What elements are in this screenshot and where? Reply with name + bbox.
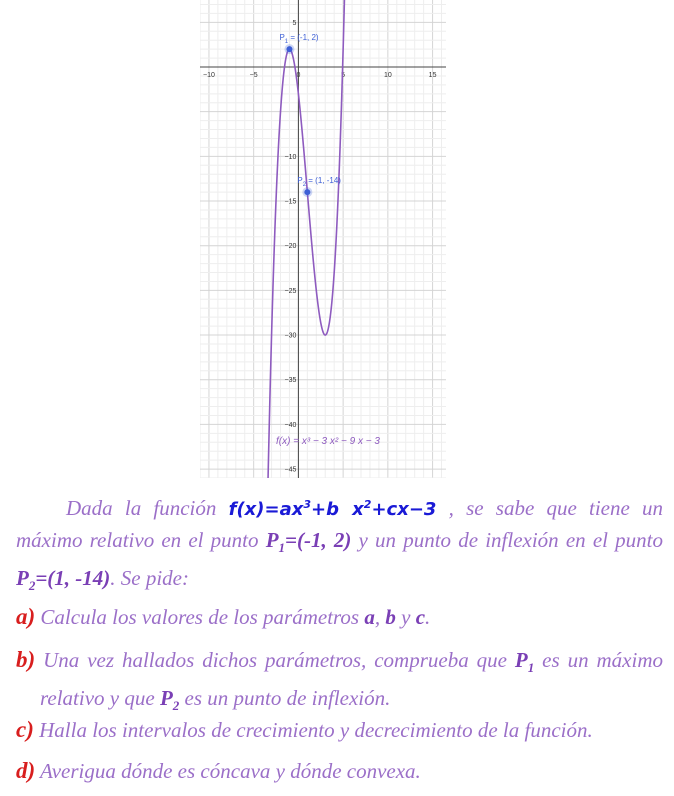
function-graph	[200, 0, 446, 478]
question-text: Calcula los valores de los parámetros	[35, 605, 365, 629]
p1-name: P	[514, 648, 528, 672]
function-label: f(x) = x³ − 3 x² − 9 x − 3	[276, 436, 380, 447]
point-label-coords: = (-1, 2)	[288, 33, 319, 43]
question-a	[16, 602, 663, 632]
question-label: c)	[16, 717, 34, 742]
question-text: Halla los intervalos de crecimiento y decrecimiento de la función.	[33, 718, 593, 742]
point-marker	[286, 46, 292, 52]
point-label-sub: 2	[302, 182, 307, 189]
question-text: Averigua dónde es cóncava y dónde convexa.	[35, 759, 421, 783]
formula-exponent: 3	[303, 498, 311, 511]
point-label-name: P	[297, 176, 303, 186]
point-label	[297, 176, 341, 188]
intro-text-4: . Se pide:	[110, 566, 190, 591]
point-p1	[265, 528, 352, 556]
formula-part: +b x	[311, 499, 364, 520]
intro-text-1: Dada la función	[66, 496, 229, 520]
y-tick-label: −35	[284, 377, 297, 385]
y-tick-label: −25	[284, 287, 297, 295]
p2-value: =(1, -14)	[35, 566, 111, 591]
question-text: es un punto de inflexión.	[179, 686, 391, 711]
p2-name: P	[16, 566, 29, 591]
point-marker	[304, 189, 310, 195]
point-p2	[159, 686, 180, 714]
point-p1	[514, 648, 535, 676]
question-text: Una vez hallados dichos parámetros, comprueba que	[35, 648, 515, 672]
separator: ,	[374, 605, 386, 629]
separator: y	[395, 605, 416, 629]
p1-sub: 1	[527, 660, 535, 676]
question-text: es un máximo relativo y que	[40, 648, 663, 711]
question-c	[16, 715, 663, 745]
p2-name: P	[159, 686, 173, 711]
question-b	[16, 645, 663, 721]
formula-exponent: 2	[363, 498, 372, 511]
param-a: a	[364, 605, 375, 629]
problem-statement	[16, 490, 663, 601]
x-tick-label: 0	[296, 72, 301, 80]
p2-sub: 2	[28, 578, 36, 594]
p2-sub: 2	[172, 698, 180, 714]
question-label: b)	[16, 647, 36, 672]
y-tick-label: −30	[284, 332, 297, 340]
tick-labels	[203, 20, 437, 474]
y-tick-label: −40	[284, 421, 297, 429]
x-tick-label: 5	[341, 72, 346, 80]
p1-name: P	[265, 528, 279, 552]
x-tick-label: 10	[383, 72, 392, 80]
grid-lines	[200, 0, 446, 478]
y-tick-label: 5	[292, 19, 297, 27]
point-label-sub: 1	[284, 39, 289, 46]
intro-text-3: y un punto de inflexión en el punto	[351, 528, 663, 552]
question-d	[16, 756, 663, 786]
param-c: c	[415, 605, 426, 629]
function-formula	[229, 499, 437, 520]
point-label	[279, 33, 318, 45]
p1-sub: 1	[278, 540, 286, 556]
x-tick-label: 15	[428, 72, 437, 80]
x-tick-label: −10	[203, 72, 215, 80]
point-label-coords: = (1, -14)	[306, 176, 341, 186]
p1-value: =(-1, 2)	[285, 528, 352, 552]
question-label: a)	[16, 604, 36, 629]
x-tick-label: −5	[249, 72, 258, 80]
formula-part: f(x)=ax	[228, 499, 304, 520]
y-tick-label: −15	[284, 198, 297, 206]
formula-part: +cx−3	[371, 499, 437, 520]
point-p2	[16, 566, 111, 594]
y-tick-label: −10	[284, 153, 297, 161]
question-label: d)	[16, 758, 36, 783]
param-b: b	[385, 605, 396, 629]
y-tick-label: −45	[284, 466, 297, 474]
y-tick-label: −20	[284, 243, 297, 251]
separator: .	[425, 605, 431, 629]
point-label-name: P	[279, 33, 285, 43]
intro-text-2: , se sabe que tiene un máximo relativo en el punto	[16, 496, 663, 552]
